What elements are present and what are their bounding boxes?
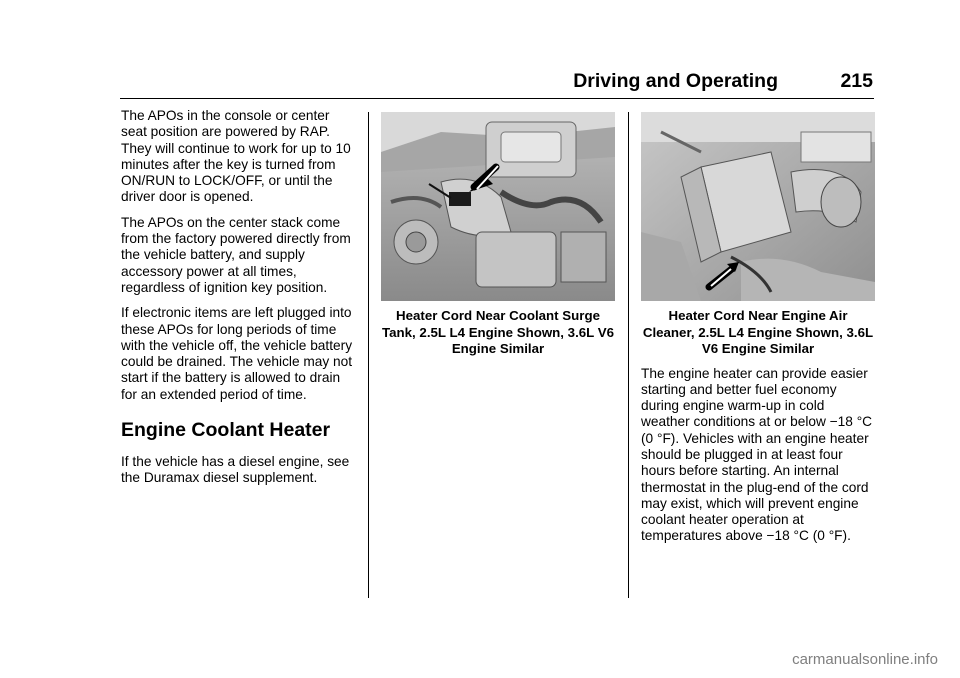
section-heading: Engine Coolant Heater [121, 419, 331, 442]
paragraph: The APOs on the center stack come from the factory powered directly from the vehicle battery, and supply accessory power at all times, regardless of ignition key position. [121, 214, 351, 295]
figure-caption: Heater Cord Near Coolant Surge Tank, 2.5L L4 Engine Shown, 3.6L V6 Engine Similar [381, 308, 615, 356]
watermark: carmanualsonline.info [792, 651, 938, 668]
text-column-1 [121, 108, 356, 496]
header-rule [120, 98, 874, 99]
page-number: 215 [840, 70, 873, 92]
paragraph: The engine heater can provide easier starting and better fuel economy during engine warm-up in cold weather conditions at or below −18 °C (0 °F). Vehicles with an engine heater should be plugged in at least four hours before starting. An internal thermostat in the plug-end of the cord may exist, which will prevent engine coolant heater operation at temperatures above −18 °C (0 °F). [641, 365, 873, 544]
column-divider-1 [368, 112, 369, 598]
engine-photo-air-cleaner [641, 112, 875, 301]
figure-column-1 [381, 112, 615, 358]
paragraph: The APOs in the console or center seat position are powered by RAP. They will continue to work for up to 10 minutes after the key is turned from ON/RUN to LOCK/OFF, or until the driver door is opened. [121, 108, 351, 205]
page-header-title: Driving and Operating [573, 70, 778, 92]
figure-column-2 [641, 112, 875, 554]
figure-caption: Heater Cord Near Engine Air Cleaner, 2.5L L4 Engine Shown, 3.6L V6 Engine Similar [642, 308, 874, 356]
paragraph: If electronic items are left plugged into these APOs for long periods of time with the vehicle off, the vehicle battery could be drained. The vehicle may not start if the battery is allowed to drain for an extended period of time. [121, 305, 353, 402]
paragraph: If the vehicle has a diesel engine, see the Duramax diesel supplement. [121, 454, 350, 486]
engine-photo-coolant-tank [381, 112, 615, 301]
column-divider-2 [628, 112, 629, 598]
